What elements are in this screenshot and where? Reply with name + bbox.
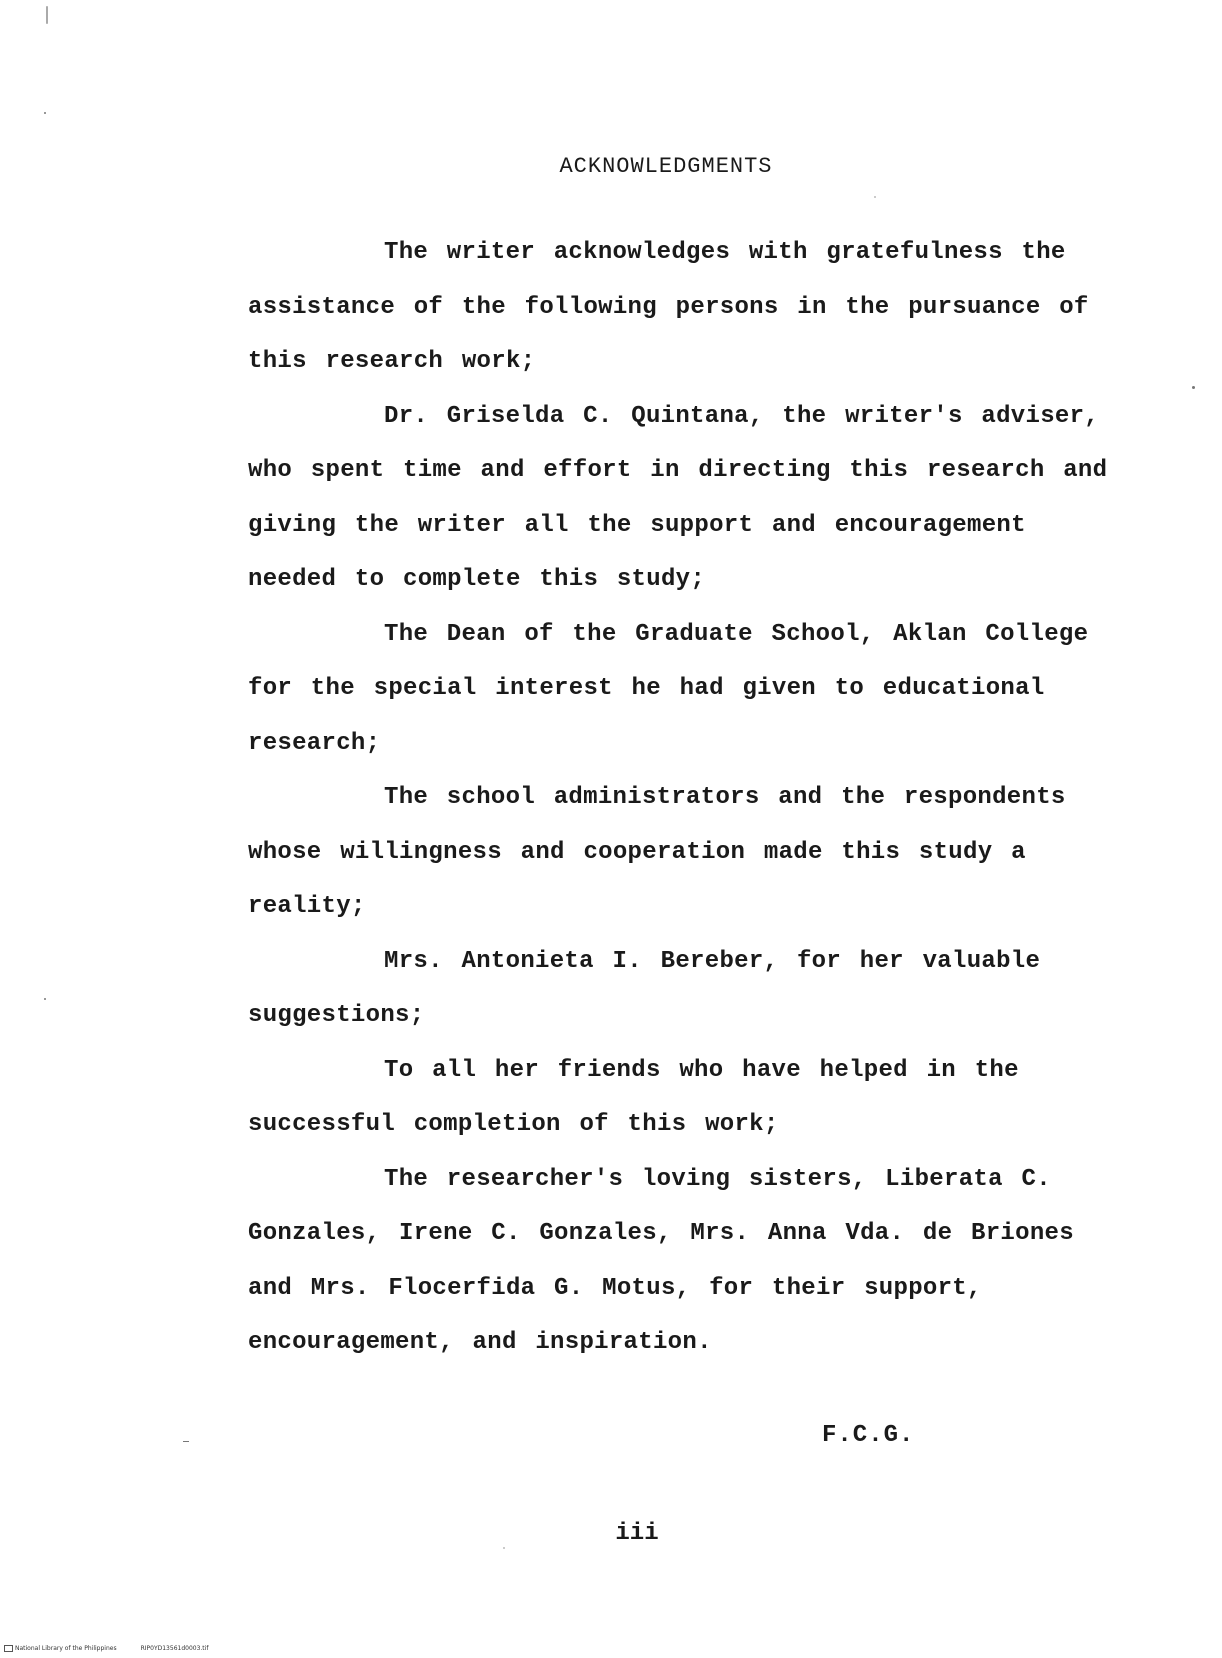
file-code: RIP0YD13561d0003.tif (140, 1645, 209, 1652)
paragraph-administrators: The school administrators and the respondents whose willingness and cooperation made this study a reality; (248, 784, 1066, 920)
library-logo-icon (4, 1645, 13, 1652)
scan-footer (4, 1645, 208, 1652)
library-name: National Library of the Philippines (15, 1645, 117, 1652)
scan-speck (503, 1547, 505, 1549)
paragraph-bereber: Mrs. Antonieta I. Bereber, for her valuable suggestions; (248, 947, 1041, 1029)
page-number: iii (615, 1520, 659, 1547)
scan-speck (46, 6, 48, 24)
page-title: ACKNOWLEDGMENTS (559, 154, 773, 179)
scan-speck (44, 998, 46, 1000)
paragraph-intro: The writer acknowledges with gratefulness the assistance of the following persons in the pursuance of this research work; (248, 239, 1089, 375)
scan-speck (44, 112, 46, 114)
scan-speck (874, 196, 876, 198)
scan-speck (1192, 386, 1195, 389)
paragraph-friends: To all her friends who have helped in the successful completion of this work; (248, 1056, 1019, 1138)
paragraph-sisters: The researcher's loving sisters, Liberata C. Gonzales, Irene C. Gonzales, Mrs. Anna Vda. de Briones and Mrs. Flocerfida G. Motus, for their support, encouragement, and inspiration. (248, 1165, 1074, 1356)
paragraph-dean: The Dean of the Graduate School, Aklan College for the special interest he had given to educational research; (248, 620, 1089, 757)
author-initials: F.C.G. (822, 1422, 915, 1449)
paragraph-adviser: Dr. Griselda C. Quintana, the writer's adviser, who spent time and effort in directing this research and giving the writer all the support and encouragement needed to complete this study; (248, 402, 1108, 593)
scan-speck (183, 1441, 189, 1442)
acknowledgments-body (248, 226, 1128, 1371)
